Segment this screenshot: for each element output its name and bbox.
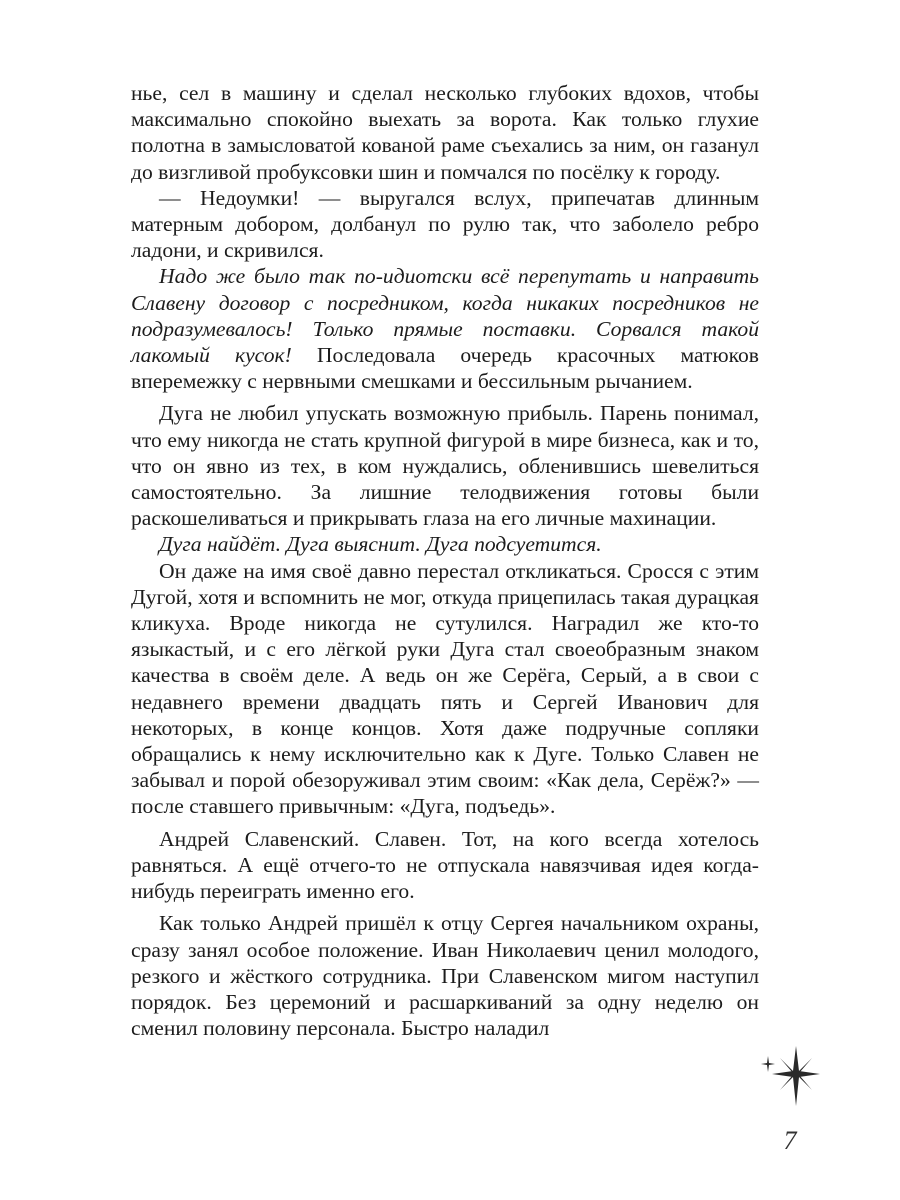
paragraph-5 [131, 531, 759, 557]
italic-segment: Надо же было так по-идиотски всё перепутать и направить Славену договор с посредником, когда никаких посредников не подразумевалось! Только прямые поставки. Сорвался такой лакомый кусок! [131, 264, 759, 368]
four-point-star-icon [756, 1036, 822, 1112]
page-number: 7 [783, 1126, 797, 1155]
text-segment: Андрей Славенский. Славен. Тот, на кого всегда хотелось равняться. А ещё отчего-то не отпускала навязчивая идея когда-нибудь переиграть именно его. [131, 826, 759, 904]
text-segment: Он даже на имя своё давно перестал откликаться. Сросся с этим Дугой, хотя и вспомнить не мог, откуда прицепилась такая дурацкая кликуха. Вроде никогда не сутулился. Наградил же кто-то языкастый, и с его лёгкой руки Дуга стал своеобразным знаком качества в своём деле. А ведь он же Серёга, Серый, а в свои с недавнего времени двадцать пять и Сергей Иванович для некоторых, в конце концов. Хотя даже подручные сопляки обращались к нему исключительно как к Дуге. Только Славен не забывал и порой обезоруживал этим своим: «Как дела, Серёж?» — после ставшего привычным: «Дуга, подъедь». [131, 558, 759, 819]
paragraph-1 [131, 80, 759, 185]
text-segment: Как только Андрей пришёл к отцу Сергея начальником охраны, сразу занял особое положение. Иван Николаевич ценил молодого, резкого и жёсткого сотрудника. При Славенском мигом наступил порядок. Без церемоний и расшаркиваний за одну неделю он сменил половину персонала. Быстро наладил [131, 911, 759, 1041]
paragraph-8 [131, 910, 759, 1041]
italic-segment: Дуга найдёт. Дуга выяснит. Дуга подсуетится. [159, 532, 602, 557]
text-segment: — Недоумки! — выругался вслух, припечатав длинным матерным добором, долбанул по рулю так, что заболело ребро ладони, и скривился. [131, 185, 759, 263]
page-body-text [131, 80, 759, 1041]
paragraph-6 [131, 558, 759, 820]
paragraph-4 [131, 400, 759, 531]
paragraph-2 [131, 185, 759, 264]
text-segment: Последовала очередь красочных матюков вперемежку с нервными смешками и бессильным рычанием. [131, 343, 759, 394]
text-segment: нье, сел в машину и сделал несколько глубоких вдохов, чтобы максимально спокойно выехать за ворота. Как только глухие полотна в замысловатой кованой раме съехались за ним, он газанул до визгливой пробуксовки шин и помчался по посёлку к городу. [131, 81, 759, 184]
text-segment: Дуга не любил упускать возможную прибыль. Парень понимал, что ему никогда не стать крупной фигурой в мире бизнеса, как и то, что он явно из тех, в ком нуждались, обленившись шевелиться самостоятельно. За лишние телодвижения готовы были раскошеливаться и прикрывать глаза на его личные махинации. [131, 401, 759, 531]
paragraph-3 [131, 263, 759, 394]
paragraph-7 [131, 826, 759, 905]
